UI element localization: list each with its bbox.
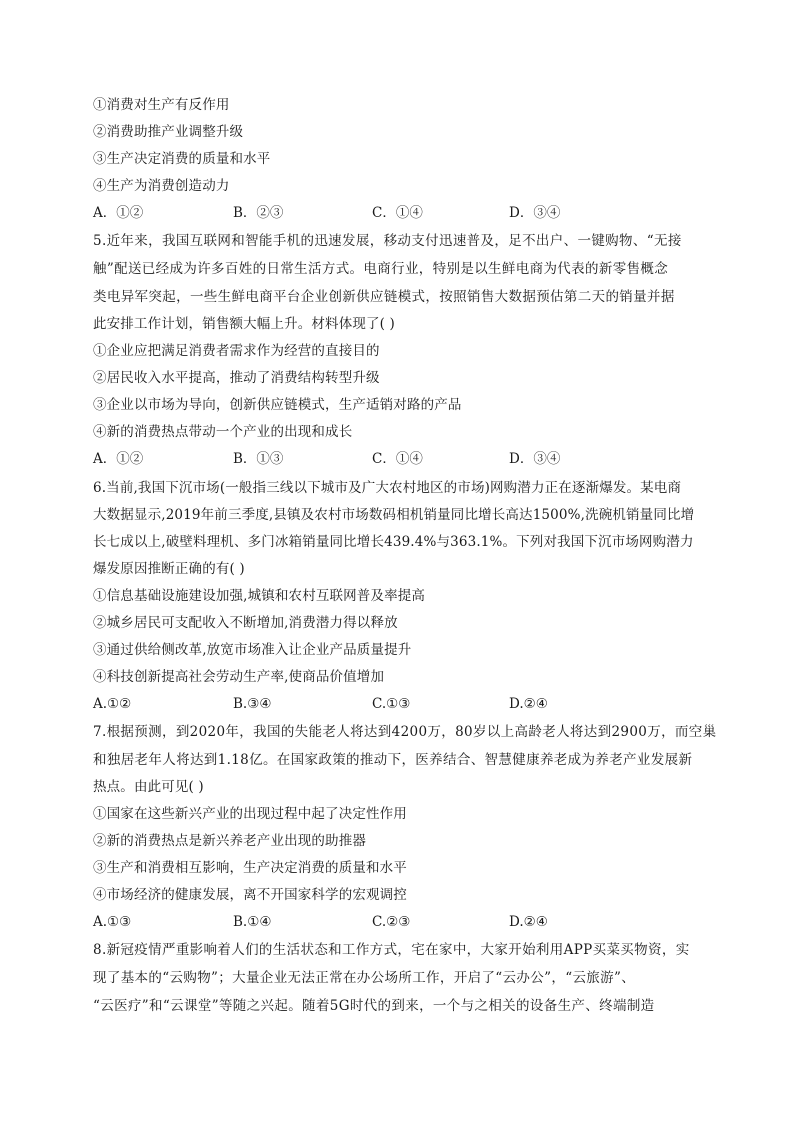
q6-option-a: A.①② xyxy=(93,696,132,712)
q6-item-2: ②城乡居民可支配收入不断增加,消费潜力得以释放 xyxy=(93,615,398,631)
q6-options xyxy=(93,695,713,713)
q6-stem-line-2: 大数据显示,2019年前三季度,县镇及农村市场数码相机销量同比增长高达1500%,洗碗机销量同比增 xyxy=(93,507,695,523)
q4-option-c: C．①④ xyxy=(372,205,423,221)
q5-stem-line-2: 触”配送已经成为许多百姓的日常生活方式。电商行业，特别是以生鲜电商为代表的新零售概念 xyxy=(93,261,669,277)
q4-item-2: ②消费助推产业调整升级 xyxy=(93,124,244,140)
q5-stem-line-1: 5.近年来，我国互联网和智能手机的迅速发展，移动支付迅速普及，足不出户、一键购物、“无接 xyxy=(93,233,682,249)
q5-option-b: B．①③ xyxy=(233,451,284,467)
q4-option-b: B．②③ xyxy=(233,205,284,221)
q6-stem-line-4: 爆发原因推断正确的有( ) xyxy=(93,561,245,577)
q4-option-a: A．①② xyxy=(93,205,144,221)
q5-item-2: ②居民收入水平提高，推动了消费结构转型升级 xyxy=(93,370,380,386)
q7-item-4: ④市场经济的健康发展，离不开国家科学的宏观调控 xyxy=(93,887,407,903)
q4-options xyxy=(93,204,713,222)
q6-item-1: ①信息基础设施建设加强,城镇和农村互联网普及率提高 xyxy=(93,588,426,604)
q4-option-d: D．③④ xyxy=(509,205,561,221)
q5-item-1: ①企业应把满足消费者需求作为经营的直接目的 xyxy=(93,343,380,359)
q8-stem-line-1: 8.新冠疫情严重影响着人们的生活状态和工作方式，宅在家中，大家开始利用APP买菜买物资，实 xyxy=(93,942,690,958)
q8-stem-line-3: “云医疗”和“云课堂”等随之兴起。随着5G时代的到来，一个与之相关的设备生产、终端制造 xyxy=(93,998,655,1014)
q6-item-3: ③通过供给侧改革,放宽市场准入让企业产品质量提升 xyxy=(93,642,412,658)
q7-option-c: C.②③ xyxy=(372,914,411,930)
q7-option-b: B.①④ xyxy=(233,914,272,930)
q7-item-1: ①国家在这些新兴产业的出现过程中起了决定性作用 xyxy=(93,806,407,822)
q7-stem-line-2: 和独居老年人将达到1.18亿。在国家政策的推动下，医养结合、智慧健康养老成为养老产业发展新 xyxy=(93,752,693,768)
q5-option-c: C．①④ xyxy=(372,451,423,467)
q4-item-4: ④生产为消费创造动力 xyxy=(93,178,230,194)
q7-stem-line-1: 7.根据预测，到2020年，我国的失能老人将达到4200万，80岁以上高龄老人将达到2900万，而空巢 xyxy=(93,724,717,740)
q7-options xyxy=(93,913,713,931)
q6-item-4: ④科技创新提高社会劳动生产率,使商品价值增加 xyxy=(93,669,385,685)
q5-item-3: ③企业以市场为导向，创新供应链模式，生产适销对路的产品 xyxy=(93,397,462,413)
q5-option-a: A．①② xyxy=(93,451,144,467)
q5-stem-line-3: 类电异军突起，一些生鲜电商平台企业创新供应链模式，按照销售大数据预估第二天的销量并据 xyxy=(93,289,675,305)
q5-options xyxy=(93,450,713,468)
q5-item-4: ④新的消费热点带动一个产业的出现和成长 xyxy=(93,424,353,440)
q7-item-2: ②新的消费热点是新兴养老产业出现的助推器 xyxy=(93,833,366,849)
q6-option-b: B.③④ xyxy=(233,696,272,712)
q8-stem-line-2: 现了基本的“云购物”；大量企业无法正常在办公场所工作，开启了“云办公”，“云旅游”、 xyxy=(93,970,636,986)
q7-stem-line-3: 热点。由此可见( ) xyxy=(93,779,204,795)
q4-item-1: ①消费对生产有反作用 xyxy=(93,97,230,113)
q6-stem-line-1: 6.当前,我国下沉市场(一般指三线以下城市及广大农村地区的市场)网购潜力正在逐渐爆发。某电商 xyxy=(93,480,682,496)
q6-stem-line-3: 长七成以上,破壁料理机、多门冰箱销量同比增长439.4%与363.1%。下列对我国下沉市场网购潜力 xyxy=(93,534,694,550)
q4-item-3: ③生产决定消费的质量和水平 xyxy=(93,151,271,167)
q5-option-d: D．③④ xyxy=(509,451,561,467)
q6-option-c: C.①③ xyxy=(372,696,411,712)
q6-option-d: D.②④ xyxy=(509,696,548,712)
q7-item-3: ③生产和消费相互影响，生产决定消费的质量和水平 xyxy=(93,860,407,876)
q5-stem-line-4: 此安排工作计划，销售额大幅上升。材料体现了( ) xyxy=(93,316,395,332)
q7-option-a: A.①③ xyxy=(93,914,132,930)
q7-option-d: D.②④ xyxy=(509,914,548,930)
